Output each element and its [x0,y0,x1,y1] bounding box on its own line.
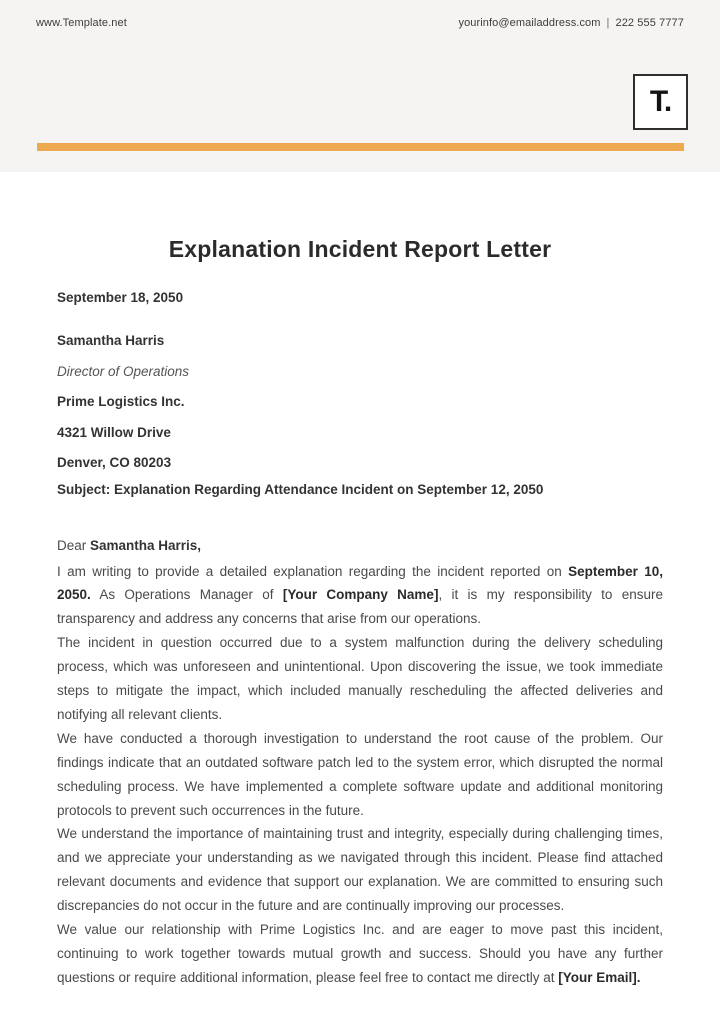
accent-divider-bar [37,143,684,151]
website-url: www.Template.net [36,17,127,29]
contact-info [458,17,684,29]
recipient-name: Samantha Harris [57,333,165,348]
subject-line: Subject: Explanation Regarding Attendance Incident on September 12, 2050 [57,481,544,497]
recipient-role: Director of Operations [57,363,190,379]
salutation-prefix: Dear [57,537,91,553]
letter-content [0,235,720,990]
email-address: yourinfo@emailaddress.com [458,17,601,29]
salutation-name: Samantha Harris, [90,537,202,553]
letter-date: September 18, 2050 [57,290,184,305]
brand-logo [633,74,688,130]
brand-logo-text: T. [649,85,672,118]
letter-paragraph: We value our relationship with Prime Logistics Inc. and are eager to move past this incident, continuing to work together towards mutual growth and success. Should you have any further questions or require additional information, please feel free to contact me directly at [Your Email]. [57,922,663,985]
salutation [57,538,663,553]
letterhead-top-row [0,0,720,29]
letter-paragraph: We have conducted a thorough investigation to understand the root cause of the problem. Our findings indicate that an outdated software patch led to the system error, which disrupted the normal scheduling process. We have implemented a complete software update and additional monitoring protocols to prevent such occurrences in the future. [57,730,663,818]
letterhead [0,0,720,172]
contact-separator: | [606,17,610,29]
recipient-company: Prime Logistics Inc. [57,394,185,409]
letter-paragraph: The incident in question occurred due to a system malfunction during the delivery scheduling process, which was unforeseen and unintentional. Upon discovering the issue, we took immediate steps to mitigate the impact, which included manually rescheduling the affected deliveries and notifying all relevant clients. [57,635,663,722]
letter-paragraph: I am writing to provide a detailed explanation regarding the incident reported on September 10, 2050. As Operations Manager of [Your Company Name], it is my responsibility to ensure transparency and address any concerns that arise from our operations. [57,563,664,627]
letter-paragraph: We understand the importance of maintaining trust and integrity, especially during challenging times, and we appreciate your understanding as we navigated through this incident. Please find attached relevant documents and evidence that support our explanation. We are committed to ensuring such discrepancies do not occur in the future and are continually improving our processes. [57,826,663,914]
recipient-block [57,332,663,499]
recipient-street: 4321 Willow Drive [57,424,171,440]
recipient-city: Denver, CO 80203 [57,455,172,470]
letter-title: Explanation Incident Report Letter [168,236,552,262]
phone-number: 222 555 7777 [615,17,684,29]
letter-body [57,560,663,990]
